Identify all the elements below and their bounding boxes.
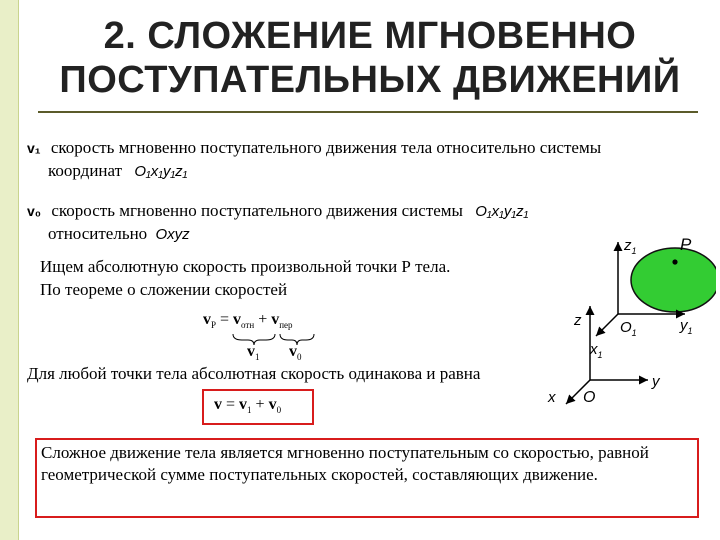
velocity-addition-equation	[203, 311, 293, 330]
frame-o1x1y1z1: O₁x₁y₁z₁	[134, 163, 188, 180]
definition-2-prefix: относительно	[48, 224, 148, 243]
label-p: P	[680, 235, 692, 254]
title-line-1: 2. СЛОЖЕНИЕ МГНОВЕННО	[103, 15, 637, 57]
axis-x1	[596, 314, 618, 336]
underbrace-label-v1	[247, 343, 260, 362]
label-z1: $z_1$	[624, 237, 637, 256]
under1-v: v	[247, 343, 255, 360]
eq2-plus: +	[255, 396, 265, 413]
label-x1: $x_1$	[590, 341, 603, 360]
search-line-1: Ищем абсолютную скорость произвольной точки Р тела.	[40, 257, 451, 276]
eq2-equals: =	[226, 396, 236, 413]
definition-2-line-1	[27, 200, 528, 222]
slide-title	[20, 14, 720, 102]
left-decor-strip	[0, 0, 18, 540]
definition-1-line-1	[27, 137, 601, 159]
result-equation	[214, 396, 281, 415]
definition-1-line-2	[48, 160, 187, 182]
eq1-term2: v	[271, 311, 280, 328]
under2-sub: 0	[297, 352, 302, 363]
under1-sub: 1	[255, 352, 260, 363]
title-line-2: ПОСТУПАТЕЛЬНЫХ ДВИЖЕНИЙ	[59, 59, 681, 101]
label-o: O	[583, 389, 596, 406]
eq2-term1: v	[239, 396, 248, 413]
label-x: x	[548, 389, 556, 406]
eq1-lhs-sub: P	[211, 320, 217, 331]
eq1-term1: v	[233, 311, 242, 328]
eq1-equals: =	[220, 311, 230, 328]
eq2-term2: v	[268, 396, 277, 413]
eq1-lhs: v	[203, 311, 211, 328]
label-y1: $y_1$	[680, 317, 693, 336]
point-p	[672, 259, 677, 264]
title-underline	[38, 111, 698, 113]
label-z: z	[574, 312, 582, 329]
coordinate-diagram	[530, 230, 716, 430]
eq1-plus: +	[258, 311, 268, 328]
frame-o1x1y1z1-2: O₁x₁y₁z₁	[475, 203, 529, 220]
frame-oxyz: Oxyz	[155, 226, 190, 243]
definition-1-prefix: координат	[48, 161, 123, 180]
eq2-lhs: v	[214, 396, 222, 413]
underbrace-label-v0	[289, 343, 302, 362]
symbol-v1: v₁	[27, 140, 41, 156]
definition-2-text: скорость мгновенно поступательного движения системы	[51, 201, 463, 220]
conclusion-box: Сложное движение тела является мгновенно поступательным со скоростью, равной геометрической сумме поступательных скоростей, составляющих движение.	[35, 438, 699, 518]
underbraces	[230, 332, 320, 346]
definition-2-line-2	[48, 223, 190, 245]
any-point-text: Для любой точки тела абсолютная скорость одинакова и равна	[27, 364, 481, 383]
eq2-term1-sub: 1	[247, 405, 252, 416]
left-decor-line	[18, 0, 19, 540]
label-o1: $O_1$	[620, 319, 637, 338]
definition-1-text: скорость мгновенно поступательного движения тела относительно системы	[50, 138, 602, 157]
search-line-2: По теореме о сложении скоростей	[40, 280, 288, 299]
label-y: y	[652, 373, 660, 390]
eq2-term2-sub: 0	[276, 405, 282, 416]
eq1-term2-sub: пер	[279, 320, 293, 331]
eq1-term1-sub: отн	[241, 320, 255, 331]
under2-v: v	[289, 343, 297, 360]
rigid-body	[631, 248, 716, 312]
symbol-v0: v₀	[27, 203, 42, 219]
